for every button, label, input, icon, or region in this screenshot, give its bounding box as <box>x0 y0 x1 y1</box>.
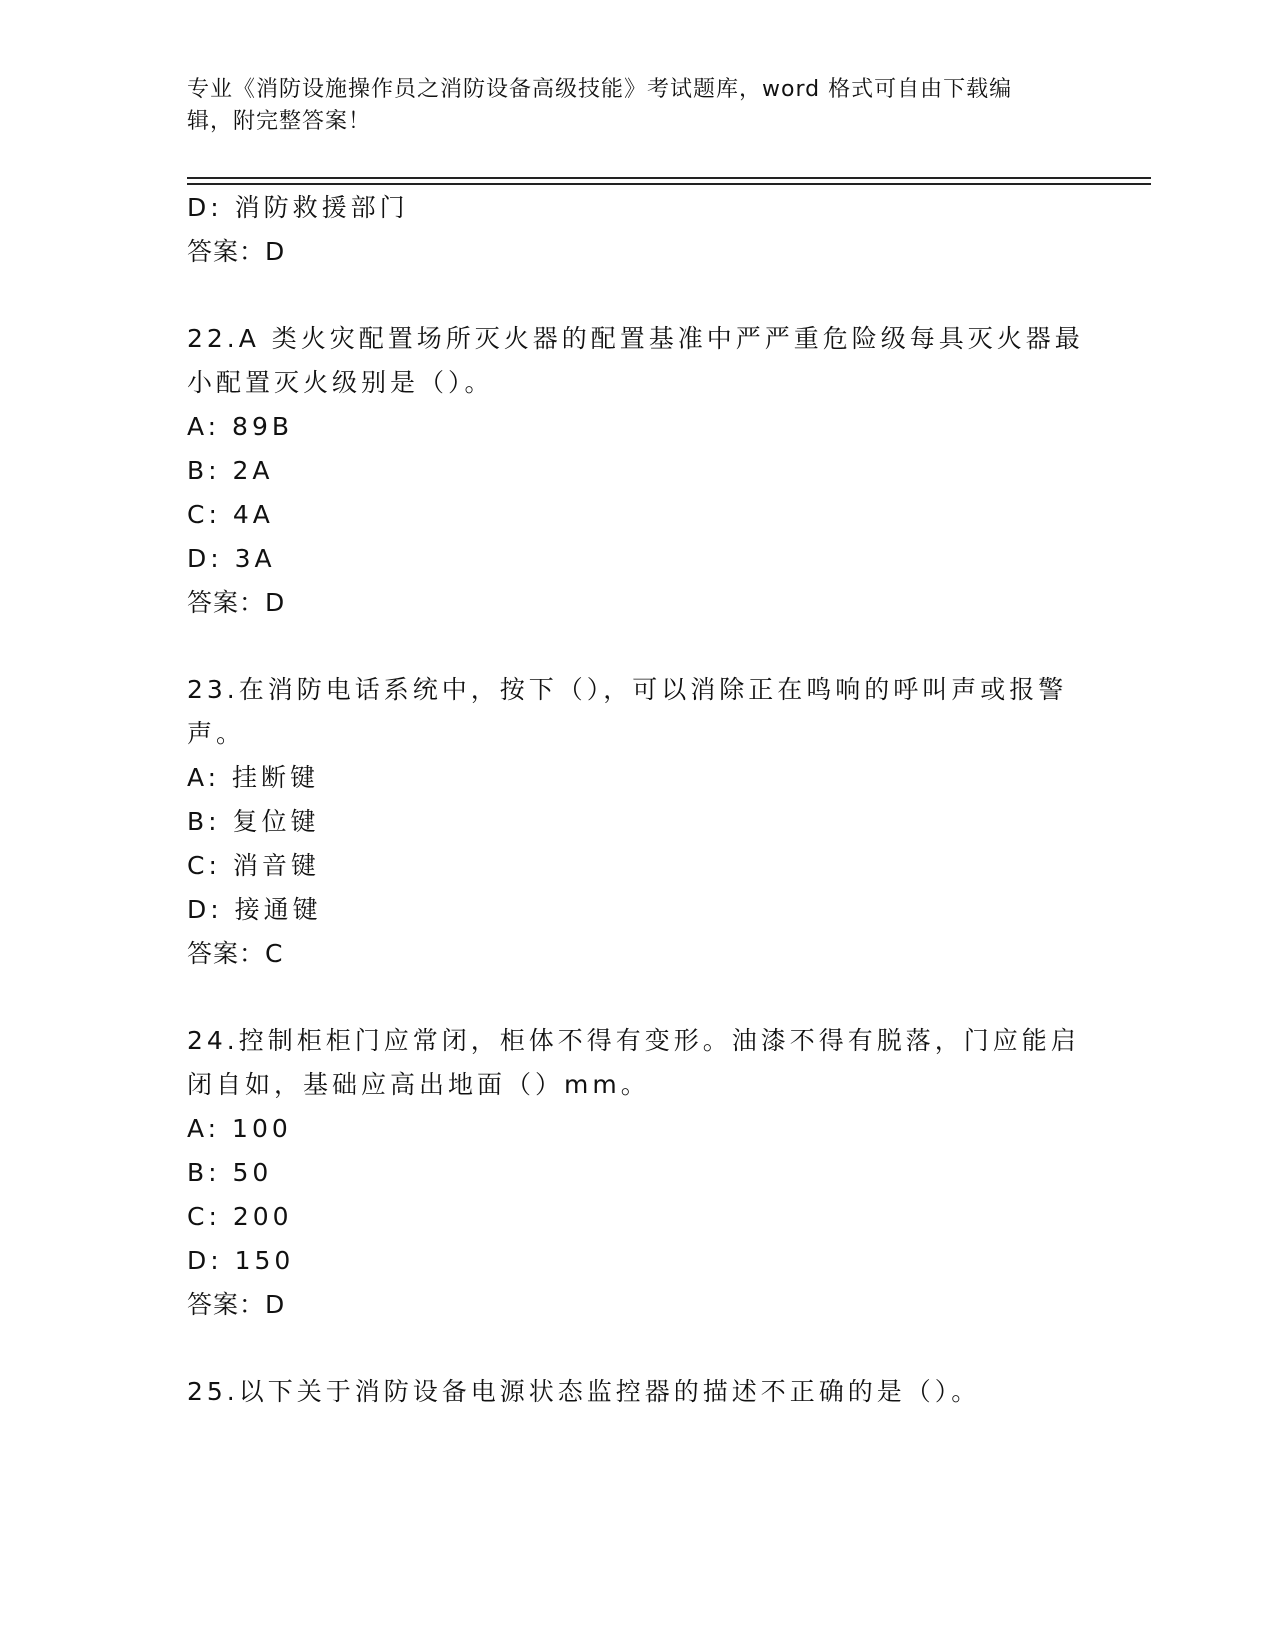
question-23-stem-line-1: 23.在消防电话系统中，按下（），可以消除正在鸣响的呼叫声或报警 <box>187 675 1068 704</box>
question-22-stem-line-1: 22.A 类火灾配置场所灭火器的配置基准中严严重危险级每具灭火器最 <box>187 324 1084 353</box>
page-header <box>187 74 1067 138</box>
question-25-stem-line-1: 25.以下关于消防设备电源状态监控器的描述不正确的是（）。 <box>187 1377 981 1406</box>
question-24-option-d: D: 150 <box>187 1246 295 1275</box>
header-divider-bottom <box>187 183 1151 185</box>
header-line-1: 专业《消防设施操作员之消防设备高级技能》考试题库，word 格式可自由下载编 <box>187 77 1013 102</box>
question-23-option-d: D: 接通键 <box>187 895 322 924</box>
question-22-answer: 答案：D <box>187 588 286 617</box>
question-22-stem-line-2: 小配置灭火级别是（）。 <box>187 368 494 397</box>
question-22-option-d: D: 3A <box>187 544 276 573</box>
question-23-option-b: B: 复位键 <box>187 807 320 836</box>
question-24-option-a: A: 100 <box>187 1114 292 1143</box>
question-24-stem-line-2: 闭自如，基础应高出地面（）mm。 <box>187 1070 650 1099</box>
question-22-option-a: A: 89B <box>187 412 293 441</box>
question-22-option-c: C: 4A <box>187 500 274 529</box>
answer-line: 答案：D <box>187 237 286 266</box>
header-line-2: 辑，附完整答案！ <box>187 109 372 134</box>
question-23-stem-line-2: 声。 <box>187 719 246 748</box>
question-23-option-a: A: 挂断键 <box>187 763 320 792</box>
question-23-answer: 答案：C <box>187 939 284 968</box>
option-d: D: 消防救援部门 <box>187 193 409 222</box>
question-24-option-b: B: 50 <box>187 1158 273 1187</box>
question-24-stem-line-1: 24.控制柜柜门应常闭，柜体不得有变形。油漆不得有脱落，门应能启 <box>187 1026 1080 1055</box>
question-24-option-c: C: 200 <box>187 1202 293 1231</box>
header-divider-top <box>187 177 1151 179</box>
question-23-option-c: C: 消音键 <box>187 851 320 880</box>
question-22-option-b: B: 2A <box>187 456 274 485</box>
question-24-answer: 答案：D <box>187 1290 286 1319</box>
